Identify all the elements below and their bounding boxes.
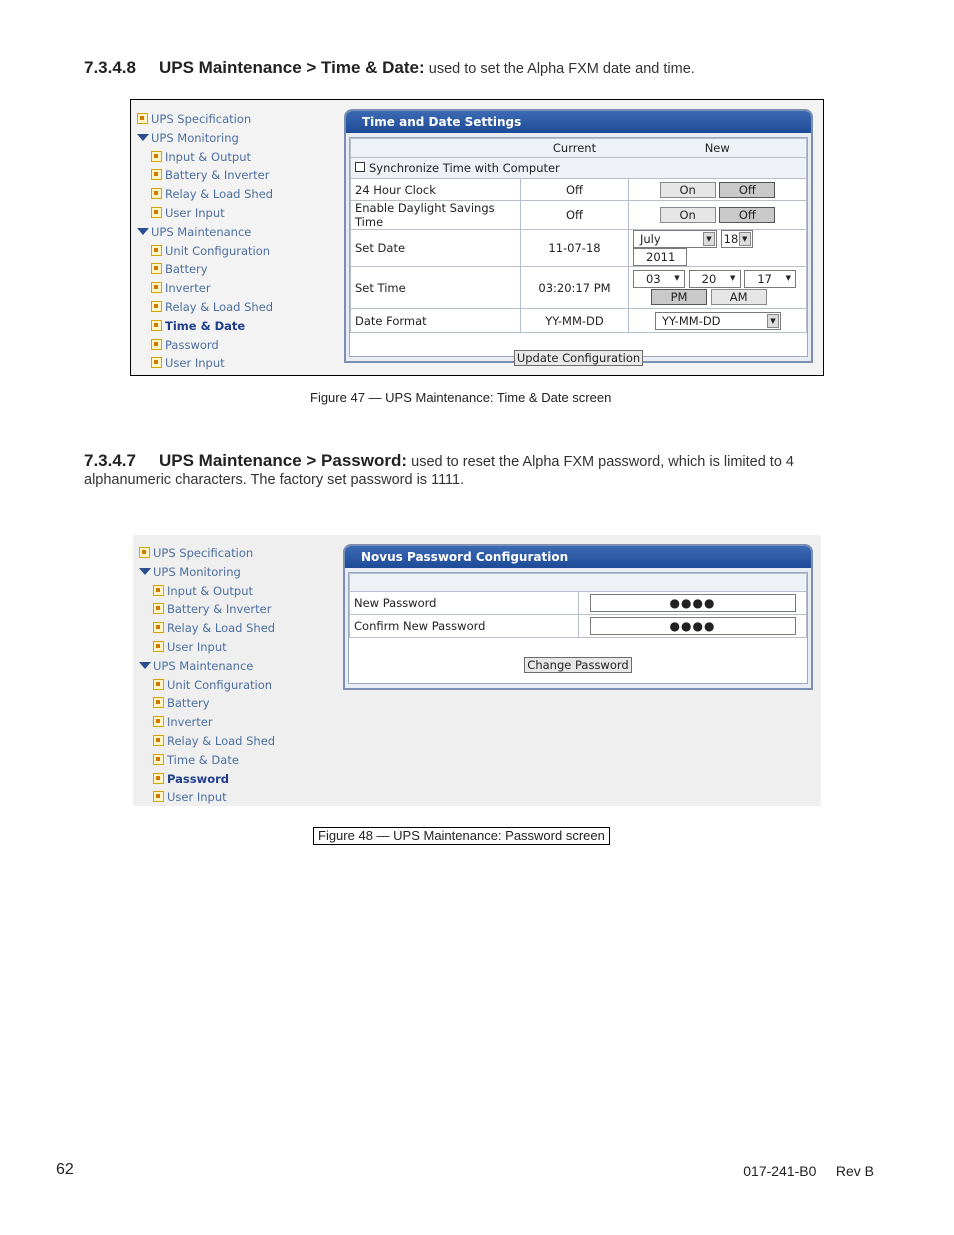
clock24-current: Off [521, 179, 629, 201]
nav-item-unit-configuration[interactable] [137, 242, 273, 261]
page-icon [139, 547, 150, 558]
nav-item-ups-maintenance[interactable] [139, 657, 275, 676]
clock24-row: 24 Hour Clock Off On Off [351, 179, 807, 201]
nav-item-label: UPS Monitoring [151, 130, 239, 145]
date-format-current: YY-MM-DD [521, 309, 629, 333]
nav-item-label: Relay & Load Shed [167, 621, 276, 636]
sync-time-row[interactable]: Synchronize Time with Computer [351, 158, 807, 179]
nav-item-input-and-output[interactable] [139, 582, 275, 601]
nav-item-user-input[interactable] [139, 638, 275, 657]
page-icon [153, 791, 164, 802]
figure-47-screenshot [130, 99, 824, 376]
nav-item-label: Battery [165, 262, 208, 277]
set-date-row: Set Date 11-07-18 July ▼ 18 ▼ 2011 [351, 230, 807, 267]
set-time-current: 03:20:17 PM [521, 267, 629, 309]
figure-47-caption: Figure 47 — UPS Maintenance: Time & Date screen [310, 390, 612, 405]
nav-item-label: Time & Date [165, 318, 246, 333]
nav-item-label: Battery & Inverter [167, 602, 272, 617]
year-input[interactable]: 2011 [633, 248, 687, 266]
expand-arrow-icon [137, 228, 149, 235]
month-select[interactable]: July ▼ [633, 230, 717, 248]
page-icon [153, 773, 164, 784]
nav-item-battery-and-inverter[interactable] [137, 166, 273, 185]
chevron-down-icon: ▼ [782, 272, 794, 286]
page-icon [153, 754, 164, 765]
nav-item-label: Password [165, 337, 219, 352]
hour-select[interactable]: 03 ▼ [633, 270, 685, 288]
nav-item-relay-and-load-shed[interactable] [137, 185, 273, 204]
nav-item-label: UPS Maintenance [153, 658, 254, 673]
nav-item-ups-maintenance[interactable] [137, 223, 273, 242]
page-icon [151, 263, 162, 274]
clock24-off-button[interactable]: Off [719, 182, 775, 198]
nav-item-label: Input & Output [165, 149, 252, 164]
nav-item-password[interactable] [139, 770, 275, 789]
nav-item-battery[interactable] [137, 260, 273, 279]
pm-button[interactable]: PM [651, 289, 707, 305]
page-icon [151, 245, 162, 256]
page-icon [153, 679, 164, 690]
page-icon [153, 641, 164, 652]
page-icon [151, 188, 162, 199]
update-configuration-button[interactable]: Update Configuration [514, 350, 643, 366]
nav-item-user-input[interactable] [137, 204, 273, 223]
section-7-3-4-7-heading: 7.3.4.7 UPS Maintenance > Password: used to reset the Alpha FXM password, which is limited to 4 [84, 451, 794, 470]
nav-item-label: Relay & Load Shed [165, 299, 274, 314]
page-icon [151, 339, 162, 350]
figure-48-caption: Figure 48 — UPS Maintenance: Password screen [313, 827, 610, 845]
nav-item-ups-specification[interactable] [139, 544, 275, 563]
expand-arrow-icon [137, 134, 149, 141]
time-date-table [350, 138, 807, 333]
nav-item-unit-configuration[interactable] [139, 676, 275, 695]
page-icon [153, 697, 164, 708]
nav-item-label: Input & Output [167, 583, 254, 598]
section-7-3-4-8-heading: 7.3.4.8 UPS Maintenance > Time & Date: used to set the Alpha FXM date and time. [84, 58, 695, 77]
nav-item-label: Unit Configuration [165, 243, 271, 258]
date-format-row: Date Format YY-MM-DD YY-MM-DD ▼ [351, 309, 807, 333]
confirm-password-field[interactable]: ●●●● [590, 617, 796, 635]
nav-item-label: UPS Specification [153, 546, 254, 560]
date-format-select[interactable]: YY-MM-DD ▼ [655, 312, 781, 330]
chevron-down-icon: ▼ [767, 314, 779, 328]
page-number: 62 [56, 1161, 74, 1178]
am-button[interactable]: AM [711, 289, 767, 305]
change-password-button[interactable]: Change Password [524, 657, 631, 673]
page-icon [151, 357, 162, 368]
nav-item-inverter[interactable] [139, 713, 275, 732]
second-select[interactable]: 17 ▼ [744, 270, 796, 288]
nav-item-user-input[interactable] [137, 354, 273, 373]
nav-item-label: UPS Monitoring [153, 564, 241, 579]
nav-item-label: Relay & Load Shed [167, 733, 276, 748]
set-date-current: 11-07-18 [521, 230, 629, 267]
nav-item-label: Unit Configuration [167, 677, 273, 692]
page-icon [151, 301, 162, 312]
nav-item-time-and-date[interactable] [137, 317, 273, 336]
nav-item-label: UPS Maintenance [151, 224, 252, 239]
dst-on-button[interactable]: On [660, 207, 716, 223]
nav-item-inverter[interactable] [137, 279, 273, 298]
nav-item-user-input[interactable] [139, 788, 275, 807]
day-select[interactable]: 18 ▼ [721, 230, 753, 248]
page-icon [151, 207, 162, 218]
nav-item-relay-and-load-shed[interactable] [137, 298, 273, 317]
document-id: 017-241-B0 Rev B [743, 1163, 874, 1179]
page-icon [153, 603, 164, 614]
confirm-password-row: Confirm New Password ●●●● [350, 615, 807, 638]
time-date-panel [344, 109, 813, 363]
nav-item-input-and-output[interactable] [137, 148, 273, 167]
chevron-down-icon: ▼ [739, 232, 751, 246]
column-new-header: New [629, 139, 807, 158]
dst-current: Off [521, 201, 629, 230]
nav-item-label: Relay & Load Shed [165, 187, 274, 202]
page-icon [151, 151, 162, 162]
set-time-row: Set Time 03:20:17 PM 03 ▼ 20 ▼ 17 ▼ PM AM [351, 267, 807, 309]
sync-time-checkbox[interactable] [355, 162, 365, 172]
page-icon [137, 113, 148, 124]
nav-item-battery[interactable] [139, 694, 275, 713]
dst-off-button[interactable]: Off [719, 207, 775, 223]
nav-item-ups-monitoring[interactable] [137, 129, 273, 148]
figure-48-screenshot [133, 535, 821, 806]
chevron-down-icon: ▼ [703, 232, 715, 246]
page-icon [151, 282, 162, 293]
panel-title: Novus Password Configuration [345, 546, 811, 568]
section-7-3-4-7-continuation: alphanumeric characters. The factory set password is 1111. [84, 472, 465, 488]
nav-item-label: User Input [165, 356, 225, 371]
nav-item-label: Password [167, 771, 229, 786]
chevron-down-icon: ▼ [727, 272, 739, 286]
column-current-header: Current [521, 139, 629, 158]
page-icon [153, 622, 164, 633]
nav-item-relay-and-load-shed[interactable] [139, 732, 275, 751]
nav-item-relay-and-load-shed[interactable] [139, 619, 275, 638]
new-password-field[interactable]: ●●●● [590, 594, 796, 612]
dst-row: Enable Daylight Savings Time Off On Off [351, 201, 807, 230]
nav-item-label: UPS Specification [151, 112, 252, 126]
minute-select[interactable]: 20 ▼ [689, 270, 741, 288]
password-table [349, 573, 807, 638]
nav-item-label: User Input [165, 205, 225, 220]
nav-item-ups-monitoring[interactable] [139, 563, 275, 582]
page-icon [151, 320, 162, 331]
new-password-row: New Password ●●●● [350, 592, 807, 615]
nav-item-time-and-date[interactable] [139, 751, 275, 770]
clock24-on-button[interactable]: On [660, 182, 716, 198]
nav-item-label: Battery & Inverter [165, 168, 270, 183]
page-icon [151, 169, 162, 180]
page-icon [153, 585, 164, 596]
sidebar-nav [139, 544, 275, 807]
expand-arrow-icon [139, 568, 151, 575]
nav-item-label: User Input [167, 639, 227, 654]
page-icon [153, 735, 164, 746]
chevron-down-icon: ▼ [671, 272, 683, 286]
nav-item-label: Inverter [165, 281, 211, 296]
panel-title: Time and Date Settings [346, 111, 811, 133]
nav-item-battery-and-inverter[interactable] [139, 600, 275, 619]
nav-item-label: Time & Date [167, 752, 239, 767]
nav-item-ups-specification[interactable] [137, 110, 273, 129]
expand-arrow-icon [139, 662, 151, 669]
nav-item-label: User Input [167, 790, 227, 805]
nav-item-label: Inverter [167, 715, 213, 730]
nav-item-password[interactable] [137, 336, 273, 355]
password-panel [343, 544, 813, 690]
nav-item-label: Battery [167, 696, 210, 711]
page-icon [153, 716, 164, 727]
sidebar-nav [137, 110, 273, 373]
